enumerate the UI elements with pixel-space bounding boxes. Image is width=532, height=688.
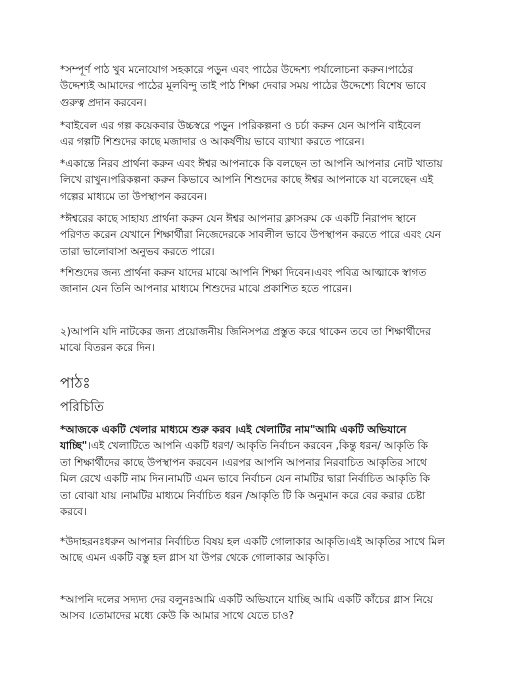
drama-materials-note: ২)আপনি যদি নাটকের জন্য প্রয়োজনীয় জিনিসপত্র প্রস্তুত করে থাকেন তবে তা শিক্ষার্থীদের মাঝে বিতরন করে দিন। — [60, 326, 431, 355]
instruction-read-story: *বাইবেল এর গল্প কয়েকবার উচ্চস্বরে পড়ুন ।পরিকল্পনা ও চর্চা করুন যেন আপনি বাইবেল এর গল্পটি শিশুদের কাছে মজাদার ও আকর্ষণীয় ভাবে ব্যাখ্যা করতে পারেন। — [60, 120, 421, 149]
introduction-heading: পরিচিতি — [60, 400, 104, 415]
instruction-pray-classroom: *ঈশ্বরের কাছে সাহায্য প্রার্থনা করুন যেন ঈশ্বর আপনার ক্লাসরুম কে একটি নিরাপদ স্থানে পরিণত করেন যেখানে শিক্ষার্থীরা নিজেদেরকে সাবলীল ভাবে উপস্থাপন করতে পারে এবং যেন তারা ভালোবাসা অনুভব করতে পারে। — [60, 213, 441, 258]
introduction-paragraph — [60, 422, 480, 520]
lesson-heading: পাঠঃ — [60, 374, 91, 392]
instruction-read-lesson: *সম্পূর্ণ পাঠ খুব মনোযোগ সহকারে পড়ুন এবং পাঠের উদ্দেশ্য পর্যালোচনা করুন।পাঠের উদ্দেশ্যই আমাদের পাঠের মূলবিন্দু তাই পাঠ শিক্ষা দেবার সময় পাঠের উদ্দেশ্যে বিশেষ ভাবে গুরুত্ব প্রদান করবেন। — [60, 64, 427, 109]
game-instructions: ।এই খেলাটিতে আপনি একটি ধরণ/ আকৃতি নির্বাচন করবেন ,কিন্তু ধরন/ আকৃতি কি তা শিক্ষার্থীদের কাছে উপস্থাপন করবেন ।এরপর আপনি আপনার নিরবাচিত আকৃতির সাথে মিল রেখে একটি নাম দিন।নামটি এমন ভাবে নির্বাচন যেন নামটির দ্বারা নির্বাচিত আকৃতি কি তা বোঝা যায় ।নামটির মাধ্যমে নির্বাচিত ধরন /আকৃতি টি কি অনুমান করে বের করার চেষ্টা করবে। — [60, 440, 430, 519]
example-paragraph: *উদাহরনঃধরুন আপনার নির্বাচিত বিষয় হল একটি গোলাকার আকৃতি।এই আকৃতির সাথে মিল আছে এমন একটি বস্তু হল গ্লাস যা উপর থেকে গোলাকার আকৃতি। — [60, 536, 445, 565]
instruction-pray-children: *শিশুদের জন্য প্রার্থনা করুন যাদের মাঝে আপনি শিক্ষা দিবেন।এবং পবিত্র আত্মাকে স্বাগত জানান যেন তিনি আপনার মাধ্যমে শিশুদের মাঝে প্রকাশিত হতে পারেন। — [60, 267, 427, 296]
group-prompt-paragraph: *আপনি দলের সদ্যদ্য দের বলুনঃআমি একটি অভিযানে যাচ্ছি আমি একটি কাঁচের গ্লাস নিয়ে আসব ।তোমাদের মধ্যে কেউ কি আমার সাথে যেতে চাও? — [60, 594, 433, 623]
game-intro-lead: *আজকে একটি খেলার মাধ্যমে শুরু করব ।এই খেলাটির নাম"আমি একটি অভিযানে যাচ্ছি" — [60, 424, 407, 453]
instruction-pray-silently: *একান্তে নিরব প্রার্থনা করুন এবং ঈশ্বর আপনাকে কি বলছেন তা আপনি আপনার নোট খাতায় লিখে রাখুন।পরিকল্পনা করুন কিভাবে আপনি শিশুদের কাছে ঈশ্বর আপনাকে যা বলেছেন এই গল্পের মাধ্যমে তা উপস্থাপন করবেন। — [60, 158, 443, 203]
